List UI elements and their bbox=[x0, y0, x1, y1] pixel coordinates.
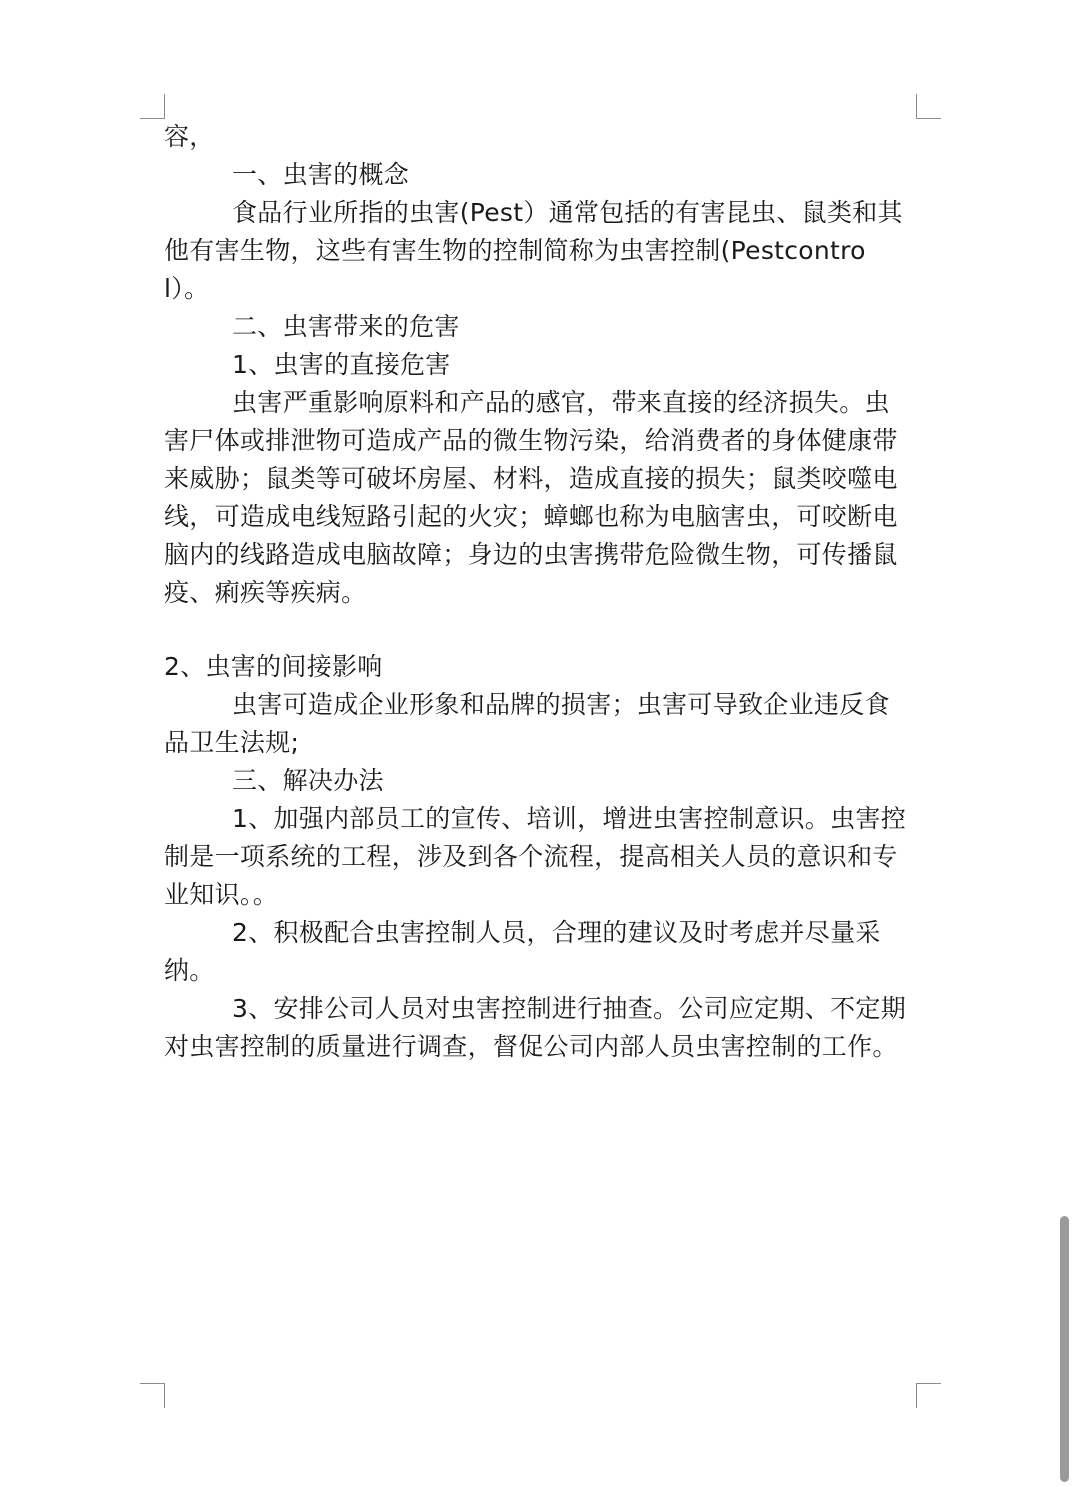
page-corner-mark-top-right bbox=[916, 94, 941, 119]
scrollbar-thumb[interactable] bbox=[1060, 1216, 1069, 1482]
page-corner-mark-top-left bbox=[140, 94, 165, 119]
paragraph-indirect-impact: 虫害可造成企业形象和品牌的损害；虫害可导致企业违反食品卫生法规; bbox=[164, 690, 890, 757]
paragraph-solution-2: 2、积极配合虫害控制人员，合理的建议及时考虑并尽量采纳。 bbox=[164, 918, 881, 985]
heading-pest-hazards: 二、虫害带来的危害 bbox=[232, 312, 460, 341]
subheading-direct-hazards: 1、虫害的直接危害 bbox=[232, 350, 451, 379]
heading-pest-concept: 一、虫害的概念 bbox=[232, 160, 410, 189]
document-body-bottom bbox=[164, 648, 909, 1066]
paragraph-solution-3: 3、安排公司人员对虫害控制进行抽查。公司应定期、不定期对虫害控制的质量进行调查，督促公司内部人员虫害控制的工作。 bbox=[164, 994, 907, 1061]
paragraph-solution-1: 1、加强内部员工的宣传、培训，增进虫害控制意识。虫害控制是一项系统的工程，涉及到各个流程，提高相关人员的意识和专业知识。。 bbox=[164, 804, 907, 909]
document-body-top bbox=[164, 118, 909, 612]
page-corner-mark-bottom-left bbox=[140, 1383, 165, 1408]
heading-solutions: 三、解决办法 bbox=[232, 766, 384, 795]
paragraph-pest-definition: 食品行业所指的虫害(Pest）通常包括的有害昆虫、鼠类和其他有害生物，这些有害生物的控制简称为虫害控制(Pestcontrol）。 bbox=[164, 198, 903, 303]
subheading-indirect-impact: 2、虫害的间接影响 bbox=[164, 652, 383, 681]
paragraph-continuation: 容， bbox=[164, 122, 215, 151]
page-corner-mark-bottom-right bbox=[916, 1383, 941, 1408]
paragraph-direct-hazards: 虫害严重影响原料和产品的感官，带来直接的经济损失。虫害尸体或排泄物可造成产品的微生物污染，给消费者的身体健康带来威胁；鼠类等可破坏房屋、材料，造成直接的损失；鼠类咬噬电线，可造成电线短路引起的火灾；蟑螂也称为电脑害虫，可咬断电脑内的线路造成电脑故障；身边的虫害携带危险微生物，可传播鼠疫、痢疾等疾病。 bbox=[164, 388, 898, 607]
